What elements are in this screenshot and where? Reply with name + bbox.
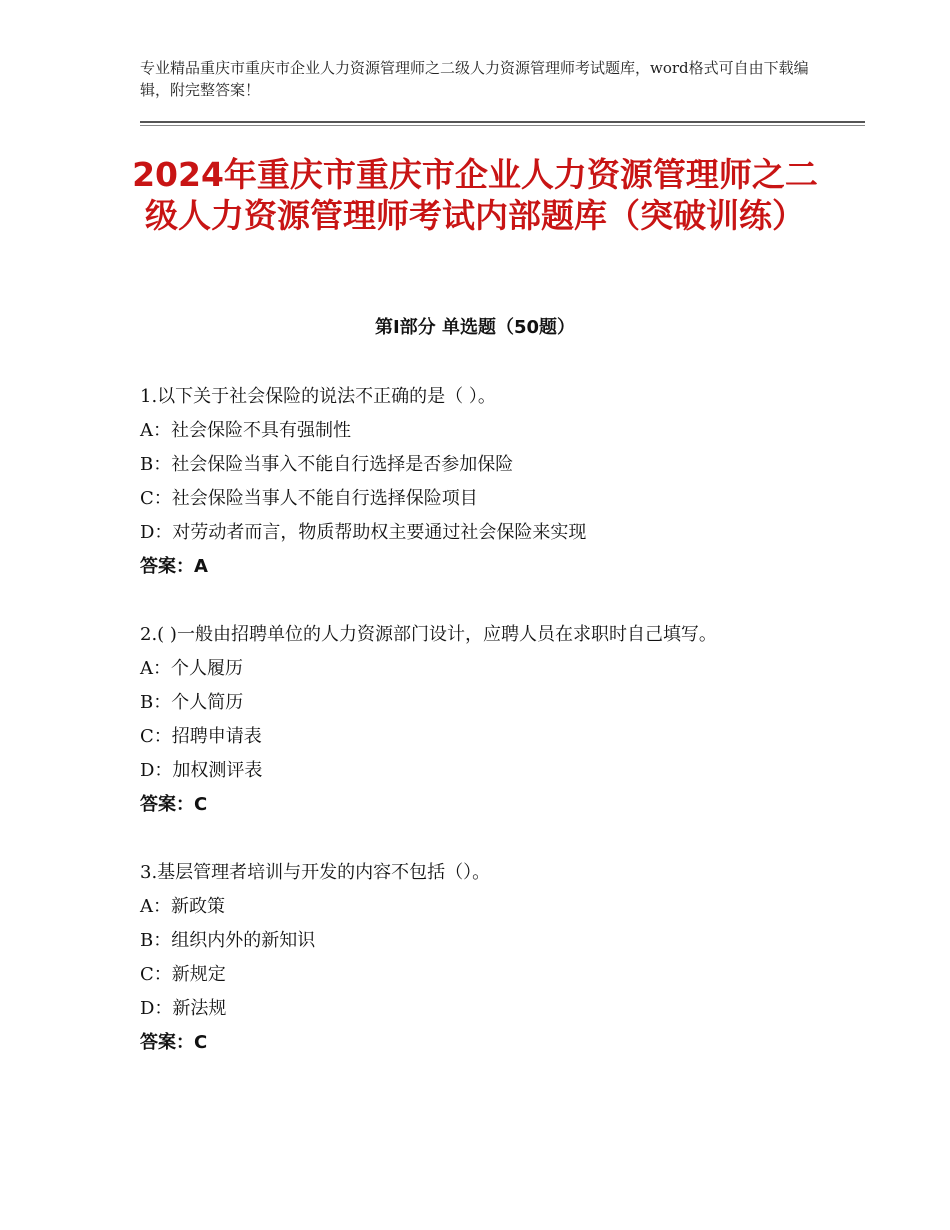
option-c: C：社会保险当事人不能自行选择保险项目 [140,488,478,509]
answer-line: 答案：A [140,556,208,577]
option-a: A：个人履历 [140,658,243,679]
answer-line: 答案：C [140,1032,208,1053]
header-divider [140,121,865,123]
option-d: D：新法规 [140,998,227,1019]
question-stem: 1.以下关于社会保险的说法不正确的是（ ）。 [140,386,496,407]
question-2 [140,618,820,822]
question-3 [140,856,820,1060]
header-divider-thin [140,125,865,126]
option-d: D：对劳动者而言，物质帮助权主要通过社会保险来实现 [140,522,587,543]
question-stem: 3.基层管理者培训与开发的内容不包括（）。 [140,862,491,883]
header-note: 专业精品重庆市重庆市企业人力资源管理师之二级人力资源管理师考试题库，word格式可自由下载编辑，附完整答案！ [140,59,809,99]
option-c: C：新规定 [140,964,226,985]
document-title: 2024年重庆市重庆市企业人力资源管理师之二级人力资源管理师考试内部题库（突破训练） [132,155,818,235]
option-b: B：个人简历 [140,692,244,713]
option-a: A：社会保险不具有强制性 [140,420,351,441]
section-heading: 第Ⅰ部分 单选题（50题） [374,317,575,338]
option-c: C：招聘申请表 [140,726,262,747]
option-d: D：加权测评表 [140,760,263,781]
question-1 [140,380,820,584]
answer-line: 答案：C [140,794,208,815]
option-b: B：组织内外的新知识 [140,930,316,951]
question-stem: 2.( )一般由招聘单位的人力资源部门设计，应聘人员在求职时自己填写。 [140,624,717,645]
question-list [140,380,820,1094]
option-a: A：新政策 [140,896,225,917]
option-b: B：社会保险当事入不能自行选择是否参加保险 [140,454,514,475]
